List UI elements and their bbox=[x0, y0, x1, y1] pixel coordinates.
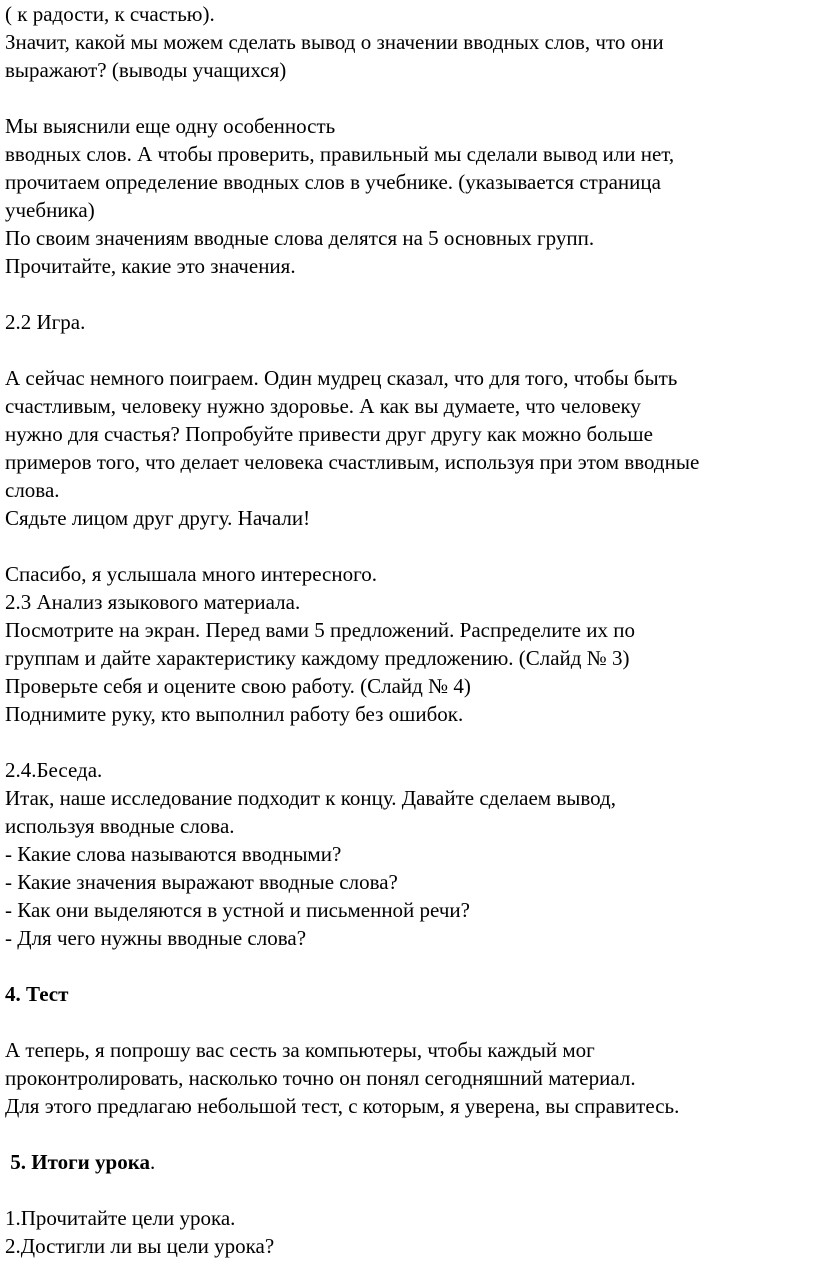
text-line: вводных слов. А чтобы проверить, правильный мы сделали вывод или нет, bbox=[5, 142, 675, 166]
text-line: нужно для счастья? Попробуйте привести друг другу как можно больше bbox=[5, 422, 653, 446]
paragraph bbox=[5, 0, 811, 84]
text-line: выражают? (выводы учащихся) bbox=[5, 58, 287, 82]
text-line: счастливым, человеку нужно здоровье. А как вы думаете, что человеку bbox=[5, 394, 641, 418]
text-line: Поднимите руку, кто выполнил работу без ошибок. bbox=[5, 702, 464, 726]
text-line: ( к радости, к счастью). bbox=[5, 2, 215, 26]
blank-line bbox=[5, 1176, 811, 1204]
heading-text: 5. Итоги урока bbox=[5, 1150, 150, 1174]
paragraph bbox=[5, 1036, 811, 1120]
text-line: Мы выяснили еще одну особенность bbox=[5, 114, 336, 138]
text-line: 1.Прочитайте цели урока. bbox=[5, 1206, 236, 1230]
paragraph bbox=[5, 364, 811, 532]
text-line: 2.Достигли ли вы цели урока? bbox=[5, 1234, 275, 1258]
paragraph bbox=[5, 112, 811, 280]
text-line: Сядьте лицом друг другу. Начали! bbox=[5, 506, 311, 530]
text-line: Значит, какой мы можем сделать вывод о значении вводных слов, что они bbox=[5, 30, 664, 54]
text-line: По своим значениям вводные слова делятся на 5 основных групп. bbox=[5, 226, 595, 250]
blank-line bbox=[5, 1120, 811, 1148]
paragraph bbox=[5, 560, 811, 728]
text-line: А сейчас немного поиграем. Один мудрец сказал, что для того, чтобы быть bbox=[5, 366, 678, 390]
section-heading-game bbox=[5, 308, 811, 336]
section-heading-summary bbox=[5, 1148, 811, 1176]
text-line: - Для чего нужны вводные слова? bbox=[5, 926, 307, 950]
text-line: Посмотрите на экран. Перед вами 5 предложений. Распределите их по bbox=[5, 618, 635, 642]
text-line: Итак, наше исследование подходит к концу. Давайте сделаем вывод, bbox=[5, 786, 616, 810]
heading-suffix: . bbox=[149, 1150, 156, 1174]
blank-line bbox=[5, 84, 811, 112]
blank-line bbox=[5, 952, 811, 980]
text-line: примеров того, что делает человека счастливым, используя при этом вводные bbox=[5, 450, 700, 474]
blank-line bbox=[5, 336, 811, 364]
paragraph bbox=[5, 756, 811, 952]
text-line: - Какие значения выражают вводные слова? bbox=[5, 870, 398, 894]
text-line: прочитаем определение вводных слов в учебнике. (указывается страница bbox=[5, 170, 661, 194]
text-line: Спасибо, я услышала много интересного. bbox=[5, 562, 377, 586]
text-line: учебника) bbox=[5, 198, 95, 222]
text-line: группам и дайте характеристику каждому предложению. (Слайд № 3) bbox=[5, 646, 630, 670]
text-line: проконтролировать, насколько точно он понял сегодняшний материал. bbox=[5, 1066, 636, 1090]
text-line: используя вводные слова. bbox=[5, 814, 235, 838]
text-line: 2.4.Беседа. bbox=[5, 758, 103, 782]
text-line: 2.2 Игра. bbox=[5, 310, 86, 334]
text-line: слова. bbox=[5, 478, 60, 502]
blank-line bbox=[5, 728, 811, 756]
blank-line bbox=[5, 280, 811, 308]
section-heading-test: 4. Тест bbox=[5, 982, 69, 1006]
blank-line bbox=[5, 532, 811, 560]
text-line: Прочитайте, какие это значения. bbox=[5, 254, 296, 278]
text-line: Для этого предлагаю небольшой тест, с которым, я уверена, вы справитесь. bbox=[5, 1094, 680, 1118]
text-line: - Какие слова называются вводными? bbox=[5, 842, 342, 866]
text-line: А теперь, я попрошу вас сесть за компьютеры, чтобы каждый мог bbox=[5, 1038, 595, 1062]
text-line: Проверьте себя и оцените свою работу. (Слайд № 4) bbox=[5, 674, 471, 698]
paragraph bbox=[5, 1204, 811, 1260]
text-line: 2.3 Анализ языкового материала. bbox=[5, 590, 301, 614]
blank-line bbox=[5, 1008, 811, 1036]
text-line: - Как они выделяются в устной и письменной речи? bbox=[5, 898, 470, 922]
